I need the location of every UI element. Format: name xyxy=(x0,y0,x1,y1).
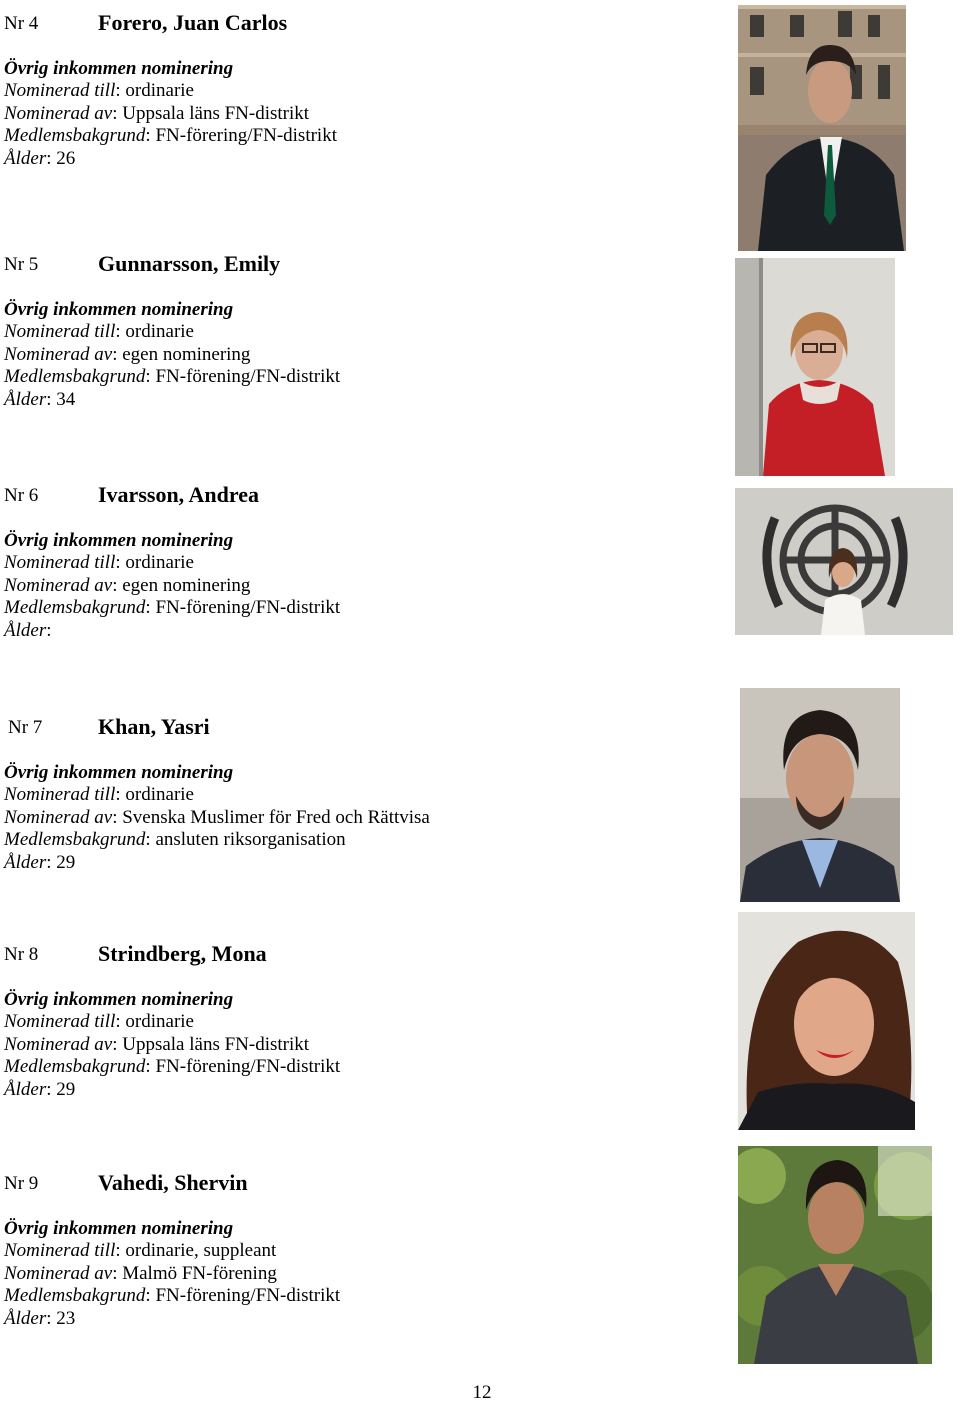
nominated-to-value: ordinarie xyxy=(125,552,194,574)
entry-heading: Övrig inkommen nominering xyxy=(4,762,234,783)
entry-heading: Övrig inkommen nominering xyxy=(4,58,234,79)
field-label: Ålder xyxy=(4,619,47,641)
field-label: Nominerad till xyxy=(4,552,116,574)
nominated-to-value: ordinarie xyxy=(125,784,194,806)
entry-number: Nr 6 xyxy=(4,485,39,506)
field-label: Medlemsbakgrund xyxy=(4,366,146,388)
age-value: 23 xyxy=(56,1307,76,1329)
page-number: 12 xyxy=(472,1382,492,1403)
nominated-by-value: Svenska Muslimer för Fred och Rättvisa xyxy=(122,806,430,828)
nominated-by-value: egen nominering xyxy=(122,574,251,596)
candidate-photo xyxy=(735,258,895,476)
background-value: FN-förening/FN-distrikt xyxy=(155,366,341,388)
age-value: 26 xyxy=(56,147,76,169)
entry-number: Nr 8 xyxy=(4,944,39,965)
field-label: Ålder xyxy=(4,1307,47,1329)
nominated-to-value: ordinarie xyxy=(125,321,194,343)
field-label: Nominerad av xyxy=(4,806,113,828)
background-value: ansluten riksorganisation xyxy=(155,829,346,851)
entry-heading: Övrig inkommen nominering xyxy=(4,299,234,320)
nominated-by-value: Malmö FN-förening xyxy=(122,1262,277,1284)
field-label: Nominerad av xyxy=(4,343,113,365)
age-value: 34 xyxy=(56,388,76,410)
entry-number: Nr 7 xyxy=(8,717,43,738)
field-label: Nominerad till xyxy=(4,321,116,343)
candidate-photo xyxy=(740,688,900,902)
candidate-name: Khan, Yasri xyxy=(98,714,210,739)
field-label: Medlemsbakgrund xyxy=(4,829,146,851)
age-value: 29 xyxy=(56,851,76,873)
entry-heading: Övrig inkommen nominering xyxy=(4,1218,234,1239)
entry-heading: Övrig inkommen nominering xyxy=(4,530,234,551)
nominated-to-value: ordinarie xyxy=(125,80,194,102)
candidate-photo xyxy=(738,912,915,1130)
field-label: Medlemsbakgrund xyxy=(4,1056,146,1078)
candidate-name: Ivarsson, Andrea xyxy=(98,482,259,507)
background-value: FN-förering/FN-distrikt xyxy=(155,125,337,147)
field-label: Ålder xyxy=(4,147,47,169)
nominated-to-value: ordinarie, suppleant xyxy=(125,1240,277,1262)
field-label: Medlemsbakgrund xyxy=(4,1285,146,1307)
background-value: FN-förening/FN-distrikt xyxy=(155,1285,341,1307)
field-label: Ålder xyxy=(4,851,47,873)
field-label: Nominerad av xyxy=(4,1033,113,1055)
field-label: Nominerad av xyxy=(4,574,113,596)
candidate-photo xyxy=(735,488,953,635)
field-label: Nominerad till xyxy=(4,1011,116,1033)
candidate-name: Strindberg, Mona xyxy=(98,941,267,966)
entry-number: Nr 5 xyxy=(4,254,39,275)
candidate-name: Forero, Juan Carlos xyxy=(98,10,288,35)
candidate-name: Vahedi, Shervin xyxy=(98,1170,248,1195)
field-label: Nominerad till xyxy=(4,1240,116,1262)
field-label: Ålder xyxy=(4,388,47,410)
candidate-photo xyxy=(738,1146,932,1364)
entry-number: Nr 4 xyxy=(4,13,39,34)
nominated-to-value: ordinarie xyxy=(125,1011,194,1033)
candidate-name: Gunnarsson, Emily xyxy=(98,251,281,276)
field-label: Nominerad till xyxy=(4,80,116,102)
field-label: Nominerad till xyxy=(4,784,116,806)
nominated-by-value: Uppsala läns FN-distrikt xyxy=(122,102,310,124)
field-label: Ålder xyxy=(4,1078,47,1100)
entry-heading: Övrig inkommen nominering xyxy=(4,989,234,1010)
field-label: Nominerad av xyxy=(4,1262,113,1284)
background-value: FN-förening/FN-distrikt xyxy=(155,597,341,619)
entry-number: Nr 9 xyxy=(4,1173,39,1194)
age-value: 29 xyxy=(56,1078,76,1100)
candidate-photo xyxy=(738,5,906,251)
field-label: Medlemsbakgrund xyxy=(4,597,146,619)
nominated-by-value: egen nominering xyxy=(122,343,251,365)
field-label: Medlemsbakgrund xyxy=(4,125,146,147)
background-value: FN-förening/FN-distrikt xyxy=(155,1056,341,1078)
nominated-by-value: Uppsala läns FN-distrikt xyxy=(122,1033,310,1055)
field-label: Nominerad av xyxy=(4,102,113,124)
